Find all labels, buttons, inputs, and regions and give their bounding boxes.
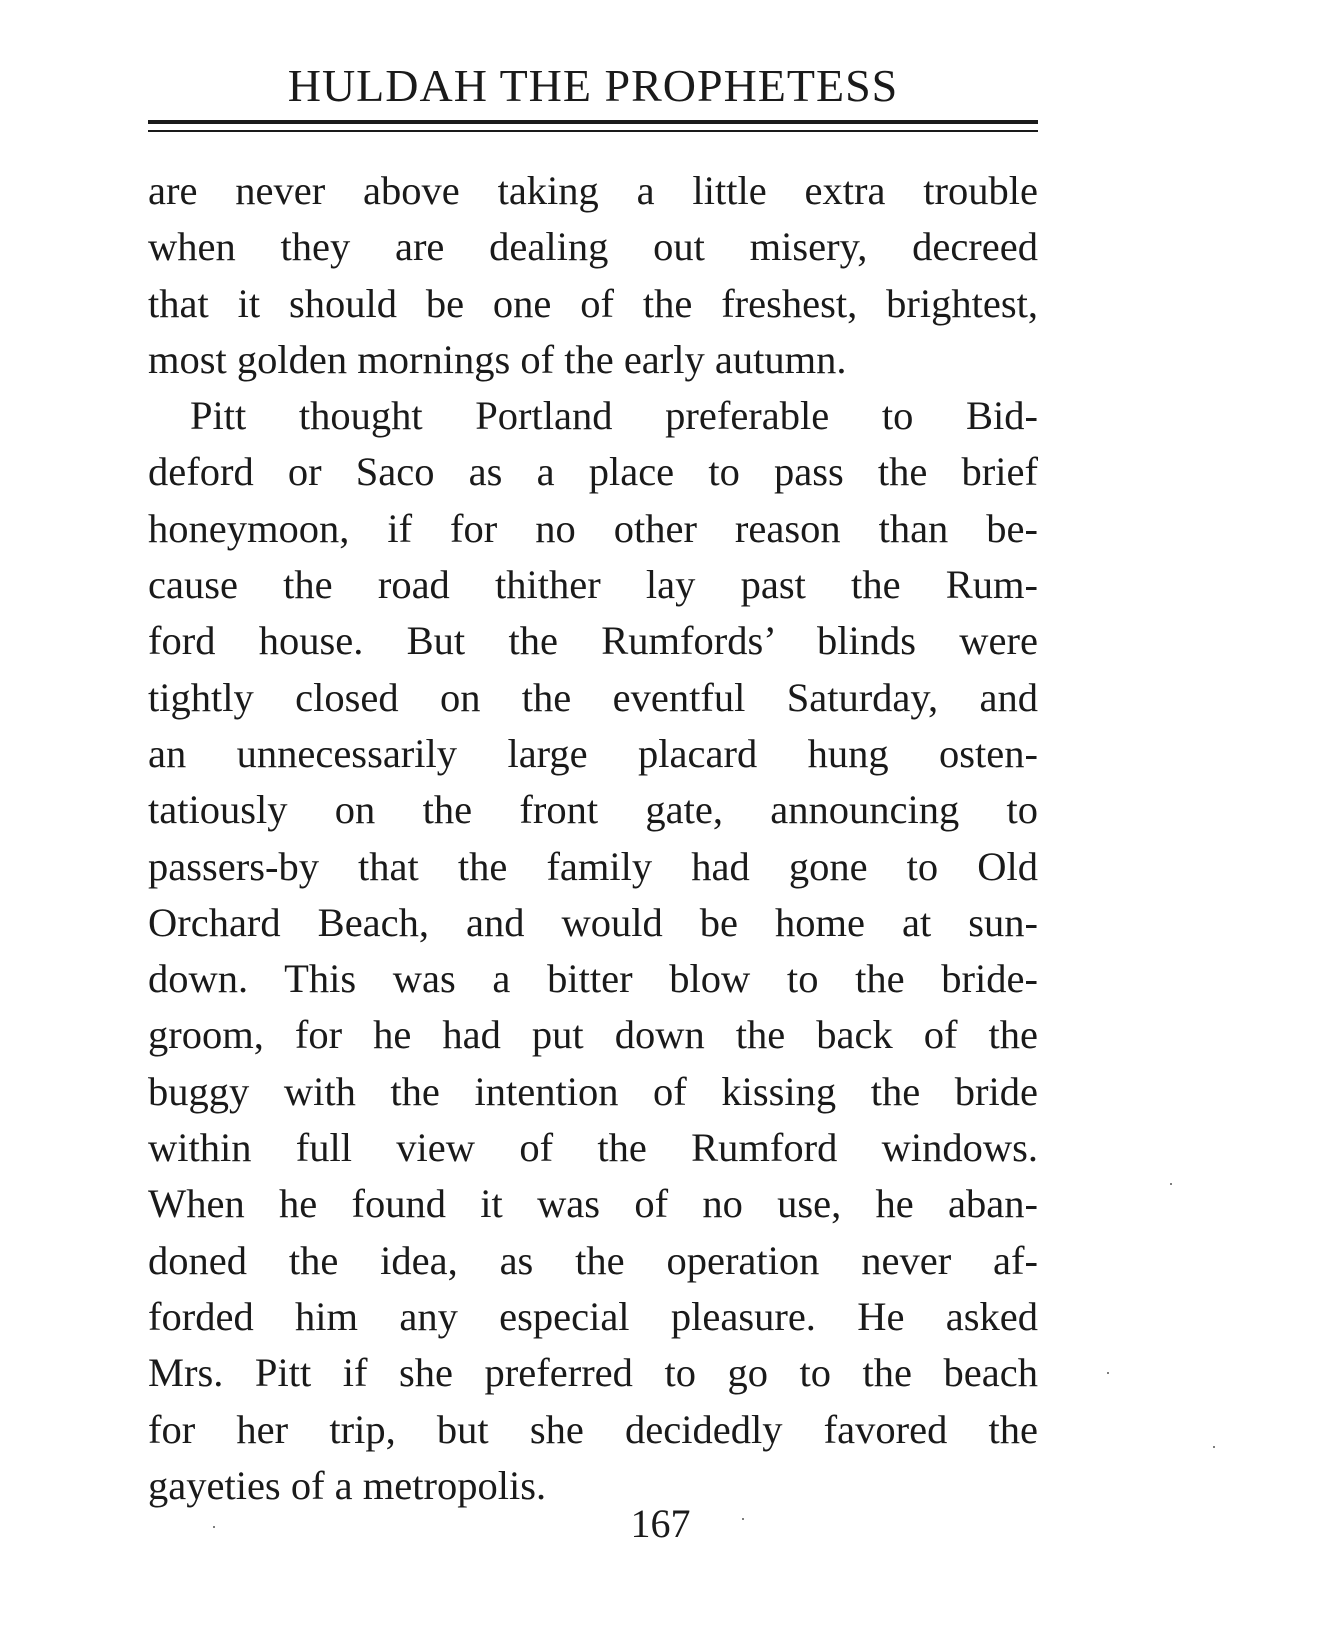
scan-speck (1170, 1183, 1172, 1185)
scan-speck (742, 1518, 744, 1520)
text-line: honeymoon, if for no other reason than be- (148, 505, 1038, 551)
text-line: are never above taking a little extra trouble (148, 168, 1038, 213)
page-number: 167 (630, 1501, 691, 1546)
paragraph (148, 388, 1038, 1514)
text-line: Pitt thought Portland preferable to Bid- (190, 393, 1038, 439)
text-line: most golden mornings of the early autumn. (148, 336, 847, 382)
scan-speck (213, 1526, 215, 1528)
text-line: buggy with the intention of kissing the bride (148, 1068, 1038, 1114)
text-line: groom, for he had put down the back of the (148, 1012, 1038, 1058)
page (148, 60, 1038, 1514)
text-line: When he found it was of no use, he aban- (148, 1181, 1038, 1227)
text-line: cause the road thither lay past the Rum- (148, 562, 1038, 608)
text-line: Orchard Beach, and would be home at sun- (148, 899, 1038, 945)
text-line: tightly closed on the eventful Saturday, and (148, 674, 1038, 720)
text-line: when they are dealing out misery, decreed (148, 224, 1038, 270)
paragraph (148, 163, 1038, 388)
text-line: within full view of the Rumford windows. (148, 1125, 1038, 1171)
double-rule (148, 120, 1038, 133)
text-line: passers-by that the family had gone to Old (148, 843, 1038, 889)
scan-speck (1107, 1372, 1109, 1374)
text-line: an unnecessarily large placard hung osten- (148, 730, 1038, 776)
scan-speck (1213, 1446, 1215, 1448)
text-line: for her trip, but she decidedly favored the (148, 1406, 1038, 1452)
text-line: deford or Saco as a place to pass the brief (148, 449, 1038, 495)
text-line: gayeties of a metropolis. (148, 1462, 547, 1508)
text-line: down. This was a bitter blow to the bride- (148, 956, 1038, 1002)
text-line: doned the idea, as the operation never af- (148, 1237, 1038, 1283)
running-head: HULDAH THE PROPHETESS (287, 60, 899, 111)
text-line: forded him any especial pleasure. He asked (148, 1293, 1038, 1339)
text-line: ford house. But the Rumfords’ blinds were (148, 618, 1038, 664)
text-body (148, 163, 1038, 1514)
text-line: that it should be one of the freshest, brightest, (148, 280, 1038, 326)
text-line: Mrs. Pitt if she preferred to go to the beach (148, 1350, 1038, 1396)
text-line: tatiously on the front gate, announcing to (148, 787, 1038, 833)
